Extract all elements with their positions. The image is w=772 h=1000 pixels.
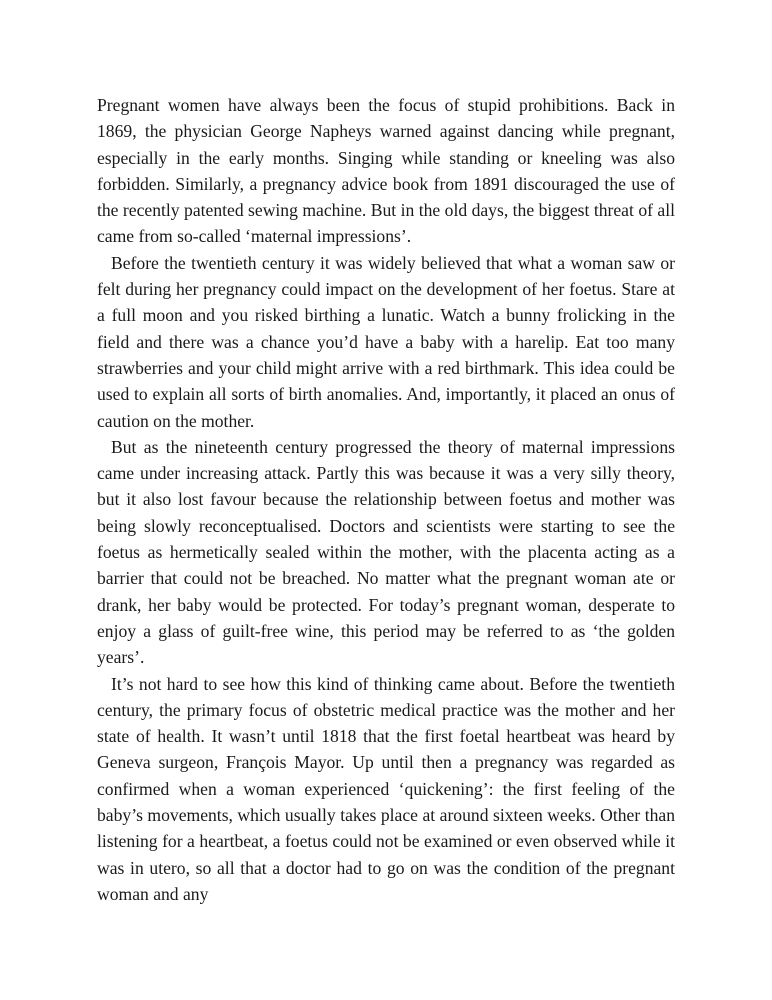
paragraph-1: Pregnant women have always been the focus of stupid prohibitions. Back in 1869, the physician George Napheys warned against dancing while pregnant, especially in the early months. Singing while standing or kneeling was also forbidden. Similarly, a pregnancy advice book from 1891 discouraged the use of the recently patented sewing machine. But in the old days, the biggest threat of all came from so-called ‘maternal impressions’.: [97, 95, 675, 247]
document-page: [97, 92, 675, 907]
paragraph-2: Before the twentieth century it was widely believed that what a woman saw or felt during her pregnancy could impact on the development of her foetus. Stare at a full moon and you risked birthing a lunatic. Watch a bunny frolicking in the field and there was a chance you’d have a baby with a harelip. Eat too many strawberries and your child might arrive with a red birthmark. This idea could be used to explain all sorts of birth anomalies. And, importantly, it placed an onus of caution on the mother.: [97, 252, 675, 431]
paragraph-4: It’s not hard to see how this kind of thinking came about. Before the twentieth century, the primary focus of obstetric medical practice was the mother and her state of health. It wasn’t until 1818 that the first foetal heartbeat was heard by Geneva surgeon, François Mayor. Up until then a pregnancy was regarded as confirmed when a woman experienced ‘quickening’: the first feeling of the baby’s movements, which usually takes place at around sixteen weeks. Other than listening for a heartbeat, a foetus could not be examined or even observed while it was in utero, so all that a doctor had to go on was the condition of the pregnant woman and any: [97, 673, 675, 904]
paragraph-3: But as the nineteenth century progressed the theory of maternal impressions came under increasing attack. Partly this was because it was a very silly theory, but it also lost favour because the relationship between foetus and mother was being slowly reconceptualised. Doctors and scientists were starting to see the foetus as hermetically sealed within the mother, with the placenta acting as a barrier that could not be breached. No matter what the pregnant woman ate or drank, her baby would be protected. For today’s pregnant woman, desperate to enjoy a glass of guilt-free wine, this period may be referred to as ‘the golden years’.: [97, 436, 675, 668]
